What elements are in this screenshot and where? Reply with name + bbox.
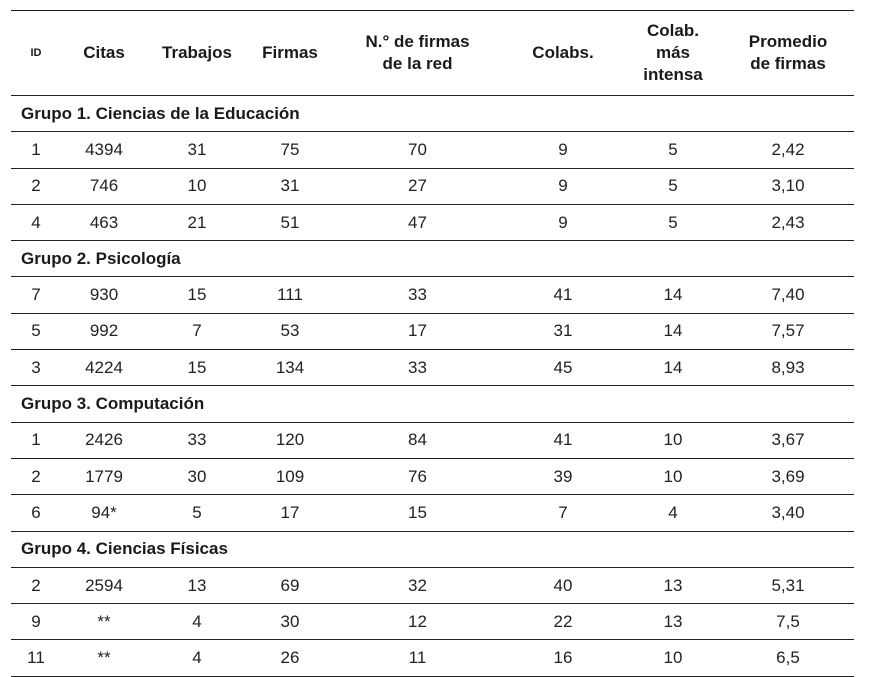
collaboration-table-container xyxy=(11,10,854,677)
cell-firmas-red: 33 xyxy=(408,285,427,305)
cell-firmas: 53 xyxy=(280,321,300,341)
cell-colabs: 31 xyxy=(553,321,573,341)
header-colabs: Colabs. xyxy=(532,43,594,62)
cell-firmas: 31 xyxy=(280,176,300,196)
cell-firmas: 51 xyxy=(280,212,300,232)
cell-colabs: 40 xyxy=(553,575,573,595)
cell-firmas-red: 33 xyxy=(408,357,427,377)
cell-trabajos: 33 xyxy=(187,430,207,450)
cell-colab-intensa: 10 xyxy=(663,466,683,486)
group-title: Grupo 4. Ciencias Físicas xyxy=(21,539,228,559)
table-row xyxy=(11,567,854,603)
cell-id: 9 xyxy=(31,611,41,631)
table-row xyxy=(11,168,854,204)
cell-firmas-red: 84 xyxy=(408,430,427,450)
cell-trabajos: 15 xyxy=(187,357,207,377)
group-title: Grupo 2. Psicología xyxy=(21,248,181,268)
cell-trabajos: 13 xyxy=(187,575,207,595)
cell-promedio: 7,5 xyxy=(776,611,800,631)
cell-firmas-red: 11 xyxy=(408,648,427,668)
cell-colab-intensa: 5 xyxy=(668,139,678,159)
header-firmas: Firmas xyxy=(262,43,318,62)
cell-firmas-red: 76 xyxy=(408,466,427,486)
cell-trabajos: 15 xyxy=(187,285,207,305)
cell-promedio: 3,69 xyxy=(771,466,805,486)
group-heading-row xyxy=(11,241,854,277)
cell-firmas: 30 xyxy=(280,611,300,631)
cell-colab-intensa: 10 xyxy=(663,648,683,668)
cell-citas: 1779 xyxy=(85,466,123,486)
cell-firmas: 111 xyxy=(277,285,303,305)
group-heading-row xyxy=(11,96,854,132)
cell-colabs: 16 xyxy=(553,648,573,668)
cell-firmas-red: 27 xyxy=(408,176,427,196)
cell-firmas: 26 xyxy=(280,648,300,668)
cell-trabajos: 4 xyxy=(192,648,202,668)
group-title: Grupo 1. Ciencias de la Educación xyxy=(21,103,300,123)
cell-trabajos: 21 xyxy=(187,212,207,232)
header-citas: Citas xyxy=(83,43,125,62)
cell-colabs: 41 xyxy=(553,285,573,305)
cell-firmas: 120 xyxy=(275,430,305,450)
cell-promedio: 3,40 xyxy=(771,502,805,522)
cell-promedio: 3,67 xyxy=(771,430,805,450)
cell-colabs: 41 xyxy=(553,430,573,450)
cell-colabs: 22 xyxy=(553,611,573,631)
cell-trabajos: 30 xyxy=(187,466,207,486)
cell-id: 4 xyxy=(31,212,41,232)
collaboration-table xyxy=(11,10,854,677)
cell-citas: 992 xyxy=(89,321,119,341)
cell-promedio: 8,93 xyxy=(771,357,805,377)
cell-firmas-red: 32 xyxy=(408,575,427,595)
cell-firmas: 75 xyxy=(280,139,300,159)
cell-citas: ** xyxy=(97,648,111,668)
cell-citas: 2426 xyxy=(85,430,123,450)
cell-id: 1 xyxy=(31,430,41,450)
table-header xyxy=(11,11,854,96)
cell-firmas-red: 17 xyxy=(408,321,427,341)
cell-colab-intensa: 4 xyxy=(668,502,678,522)
group-heading-row xyxy=(11,531,854,567)
cell-colab-intensa: 5 xyxy=(668,212,678,232)
cell-citas: ** xyxy=(97,611,111,631)
cell-id: 2 xyxy=(31,466,41,486)
cell-colab-intensa: 5 xyxy=(668,176,678,196)
cell-colab-intensa: 13 xyxy=(663,575,683,595)
group-title: Grupo 3. Computación xyxy=(21,394,205,414)
header-firmas-red-line1: N.° de firmas xyxy=(365,32,470,51)
cell-id: 3 xyxy=(31,357,41,377)
cell-citas: 4224 xyxy=(85,357,123,377)
cell-citas: 4394 xyxy=(85,139,123,159)
cell-citas: 930 xyxy=(89,285,119,305)
table-row xyxy=(11,458,854,494)
cell-promedio: 2,42 xyxy=(771,139,805,159)
cell-promedio: 7,57 xyxy=(771,321,805,341)
cell-id: 2 xyxy=(31,176,41,196)
cell-citas: 94* xyxy=(91,502,117,522)
cell-firmas: 134 xyxy=(275,357,305,377)
cell-citas: 746 xyxy=(89,176,119,196)
cell-trabajos: 31 xyxy=(187,139,207,159)
cell-colab-intensa: 13 xyxy=(663,611,683,631)
cell-colabs: 9 xyxy=(558,212,568,232)
cell-promedio: 5,31 xyxy=(771,575,805,595)
cell-id: 7 xyxy=(31,285,41,305)
table-row xyxy=(11,604,854,640)
table-row xyxy=(11,422,854,458)
table-body xyxy=(11,96,854,677)
cell-colab-intensa: 14 xyxy=(663,357,683,377)
cell-firmas-red: 15 xyxy=(408,502,427,522)
cell-promedio: 6,5 xyxy=(776,648,800,668)
group-heading-row xyxy=(11,386,854,422)
header-colab-intensa xyxy=(624,11,722,96)
cell-citas: 463 xyxy=(89,212,119,232)
cell-promedio: 3,10 xyxy=(771,176,805,196)
cell-colabs: 7 xyxy=(558,502,568,522)
table-row xyxy=(11,132,854,168)
header-row xyxy=(11,11,854,96)
cell-trabajos: 10 xyxy=(187,176,207,196)
header-colab-intensa-line2: más xyxy=(655,43,691,62)
cell-colabs: 9 xyxy=(558,176,568,196)
cell-firmas-red: 12 xyxy=(408,611,427,631)
cell-colabs: 9 xyxy=(558,139,568,159)
table-row xyxy=(11,204,854,240)
cell-colabs: 45 xyxy=(553,357,573,377)
cell-colab-intensa: 14 xyxy=(663,321,683,341)
cell-id: 5 xyxy=(31,321,41,341)
cell-colabs: 39 xyxy=(553,466,573,486)
header-firmas-red-line2: de la red xyxy=(382,54,453,73)
cell-trabajos: 5 xyxy=(192,502,202,522)
table-row xyxy=(11,277,854,313)
cell-id: 6 xyxy=(31,502,41,522)
cell-firmas: 69 xyxy=(280,575,300,595)
header-id: ID xyxy=(30,47,42,59)
header-promedio xyxy=(722,11,854,96)
cell-citas: 2594 xyxy=(85,575,123,595)
cell-firmas: 17 xyxy=(280,502,300,522)
cell-firmas: 109 xyxy=(275,466,305,486)
header-trabajos: Trabajos xyxy=(162,43,232,62)
cell-colab-intensa: 10 xyxy=(663,430,683,450)
cell-id: 2 xyxy=(31,575,41,595)
header-colab-intensa-line1: Colab. xyxy=(647,21,699,40)
cell-promedio: 7,40 xyxy=(771,285,805,305)
table-row xyxy=(11,313,854,349)
header-colab-intensa-line3: intensa xyxy=(643,65,703,84)
cell-id: 11 xyxy=(27,648,45,668)
cell-trabajos: 7 xyxy=(192,321,202,341)
table-row xyxy=(11,495,854,531)
cell-id: 1 xyxy=(31,139,41,159)
header-firmas-red xyxy=(333,11,502,96)
cell-promedio: 2,43 xyxy=(771,212,805,232)
cell-firmas-red: 47 xyxy=(408,212,427,232)
table-row xyxy=(11,640,854,676)
cell-colab-intensa: 14 xyxy=(663,285,683,305)
cell-firmas-red: 70 xyxy=(408,139,427,159)
table-row xyxy=(11,350,854,386)
header-promedio-line2: de firmas xyxy=(750,54,826,73)
cell-trabajos: 4 xyxy=(192,611,202,631)
header-promedio-line1: Promedio xyxy=(748,32,828,51)
